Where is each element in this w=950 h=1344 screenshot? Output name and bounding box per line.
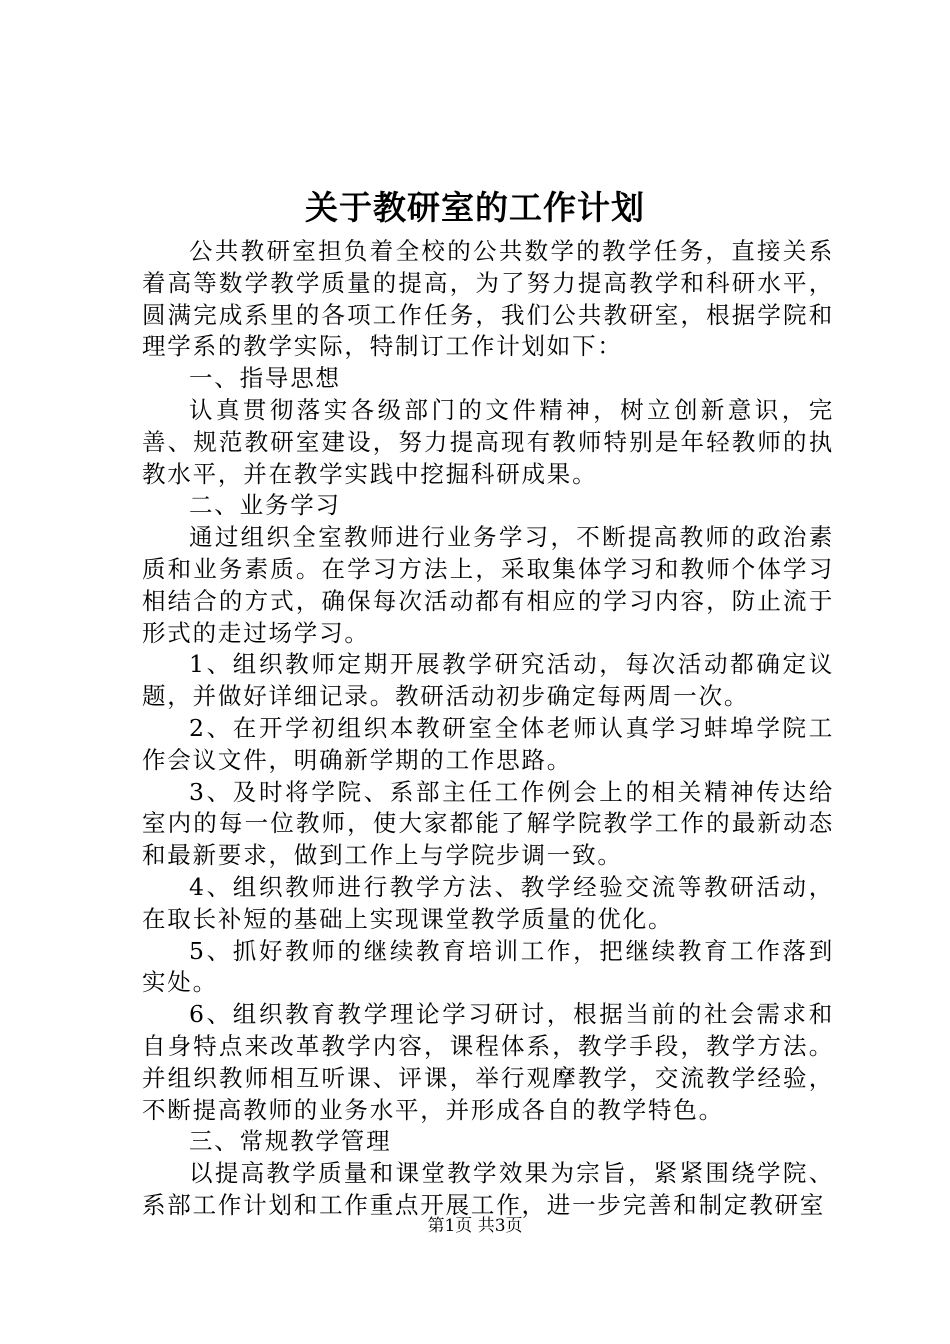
section-paragraph: 以提高教学质量和课堂教学效果为宗旨，紧紧围绕学院、系部工作计划和工作重点开展工作，进一步完善和制定教研室 (142, 1159, 834, 1219)
page-footer: 第1页 共3页 (427, 1216, 523, 1236)
document-title: 关于教研室的工作计划 (305, 188, 645, 227)
section-heading-guiding-ideology: 一、指导思想 (189, 364, 341, 393)
section-paragraph: 认真贯彻落实各级部门的文件精神，树立创新意识，完善、规范教研室建设，努力提高现有教师特别是年轻教师的执教水平，并在教学实践中挖掘科研成果。 (142, 395, 834, 488)
intro-paragraph: 公共教研室担负着全校的公共数学的教学任务，直接关系着高等数学教学质量的提高，为了努力提高教学和科研水平，圆满完成系里的各项工作任务，我们公共教研室，根据学院和理学系的教学实际，特制订工作计划如下： (142, 237, 834, 361)
section-heading-routine-teaching-management: 三、常规教学管理 (189, 1127, 392, 1156)
list-item: 6、组织教育教学理论学习研讨，根据当前的社会需求和自身特点来改革教学内容，课程体系，教学手段，教学方法。并组织教师相互听课、评课，举行观摩教学，交流教学经验，不断提高教师的业务水平，并形成各自的教学特色。 (142, 1000, 834, 1124)
list-item: 4、组织教师进行教学方法、教学经验交流等教研活动，在取长补短的基础上实现课堂教学质量的优化。 (142, 872, 834, 933)
list-item: 5、抓好教师的继续教育培训工作，把继续教育工作落到实处。 (142, 936, 834, 997)
list-item: 3、及时将学院、系部主任工作例会上的相关精神传达给室内的每一位教师，使大家都能了解学院教学工作的最新动态和最新要求，做到工作上与学院步调一致。 (142, 777, 834, 870)
section-heading-professional-study: 二、业务学习 (189, 491, 341, 520)
list-item: 1、组织教师定期开展教学研究活动，每次活动都确定议题，并做好详细记录。教研活动初步确定每两周一次。 (142, 650, 834, 711)
section-paragraph: 通过组织全室教师进行业务学习，不断提高教师的政治素质和业务素质。在学习方法上，采取集体学习和教师个体学习相结合的方式，确保每次活动都有相应的学习内容，防止流于形式的走过场学习。 (142, 523, 834, 647)
list-item: 2、在开学初组织本教研室全体老师认真学习蚌埠学院工作会议文件，明确新学期的工作思路。 (142, 713, 834, 774)
document-body (142, 236, 834, 1222)
